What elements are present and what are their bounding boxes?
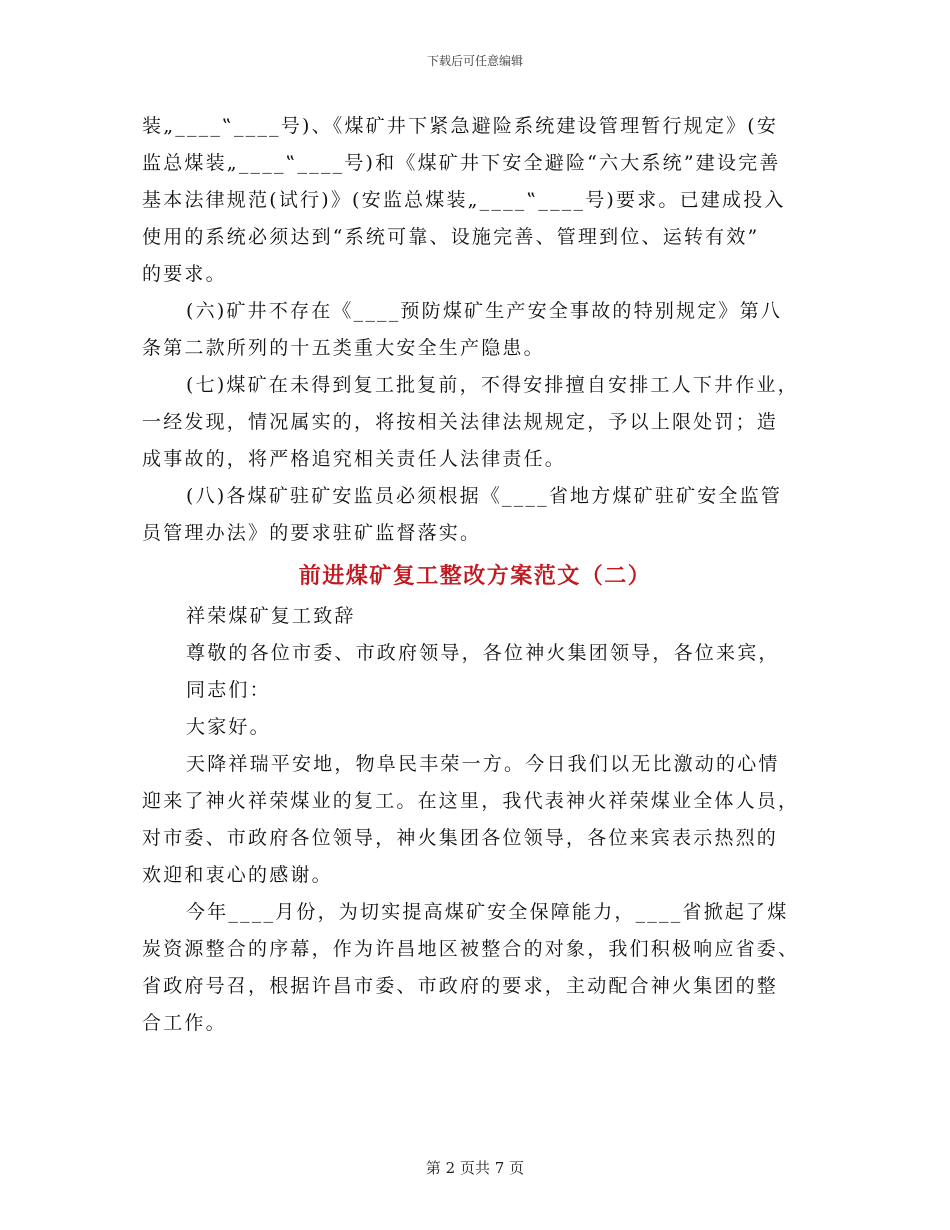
text-line: 员管理办法》的要求驻矿监督落实。 [142,522,482,544]
text-line: 一经发现，情况属实的，将按相关法律法规规定，予以上限处罚；造 [142,411,779,433]
text-line: 基本法律规范(试行)》(安监总煤装„____‟____号)要求。已建成投入 [142,189,786,211]
text-line: 迎来了神火祥荣煤业的复工。在这里，我代表神火祥荣煤业全体人员， [142,790,800,812]
page-footer: 第 2 页共 7 页 [425,1159,525,1177]
text-line: 监总煤装„____‟____号)和《煤矿井下安全避险“六大系统”建设完善 [142,152,781,174]
speech-title: 祥荣煤矿复工致辞 [186,605,356,627]
text-line: 条第二款所列的十五类重大安全生产隐患。 [142,337,545,359]
page-header: 下载后可任意编辑 [426,54,523,68]
section-title: 前进煤矿复工整改方案范文（二） [298,563,652,589]
text-line: 省政府号召，根据许昌市委、市政府的要求，主动配合神火集团的整 [142,975,779,997]
text-line: 合工作。 [142,1012,227,1034]
text-line: 欢迎和衷心的感谢。 [142,864,333,886]
text-line: 装„____‟____号)、《煤矿井下紧急避险系统建设管理暂行规定》(安 [142,115,779,137]
text-line: 天降祥瑞平安地，物阜民丰荣一方。今日我们以无比激动的心情 [186,753,780,775]
text-line: (六)矿井不存在《____预防煤矿生产安全事故的特别规定》第八 [186,300,783,322]
salutation: 尊敬的各位市委、市政府领导，各位神火集团领导，各位来宾， [186,642,780,664]
greeting: 大家好。 [186,716,271,738]
document-body [142,108,808,1042]
text-line: (七)煤矿在未得到复工批复前，不得安排擅自安排工人下井作业， [186,374,799,396]
text-line: 今年____月份，为切实提高煤矿安全保障能力，____省掀起了煤 [186,901,789,923]
text-line: 对市委、市政府各位领导，神火集团各位领导，各位来宾表示热烈的 [142,827,779,849]
text-line: 炭资源整合的序幕，作为许昌地区被整合的对象，我们积极响应省委、 [142,938,800,960]
text-line: 的要求。 [142,263,227,285]
text-line: (八)各煤矿驻矿安监员必须根据《____省地方煤矿驻矿安全监管 [186,485,783,507]
text-line: 使用的系统必须达到“系统可靠、设施完善、管理到位、运转有效” [142,226,760,248]
text-line: 成事故的，将严格追究相关责任人法律责任。 [142,448,567,470]
salutation-line-2: 同志们： [186,679,271,701]
